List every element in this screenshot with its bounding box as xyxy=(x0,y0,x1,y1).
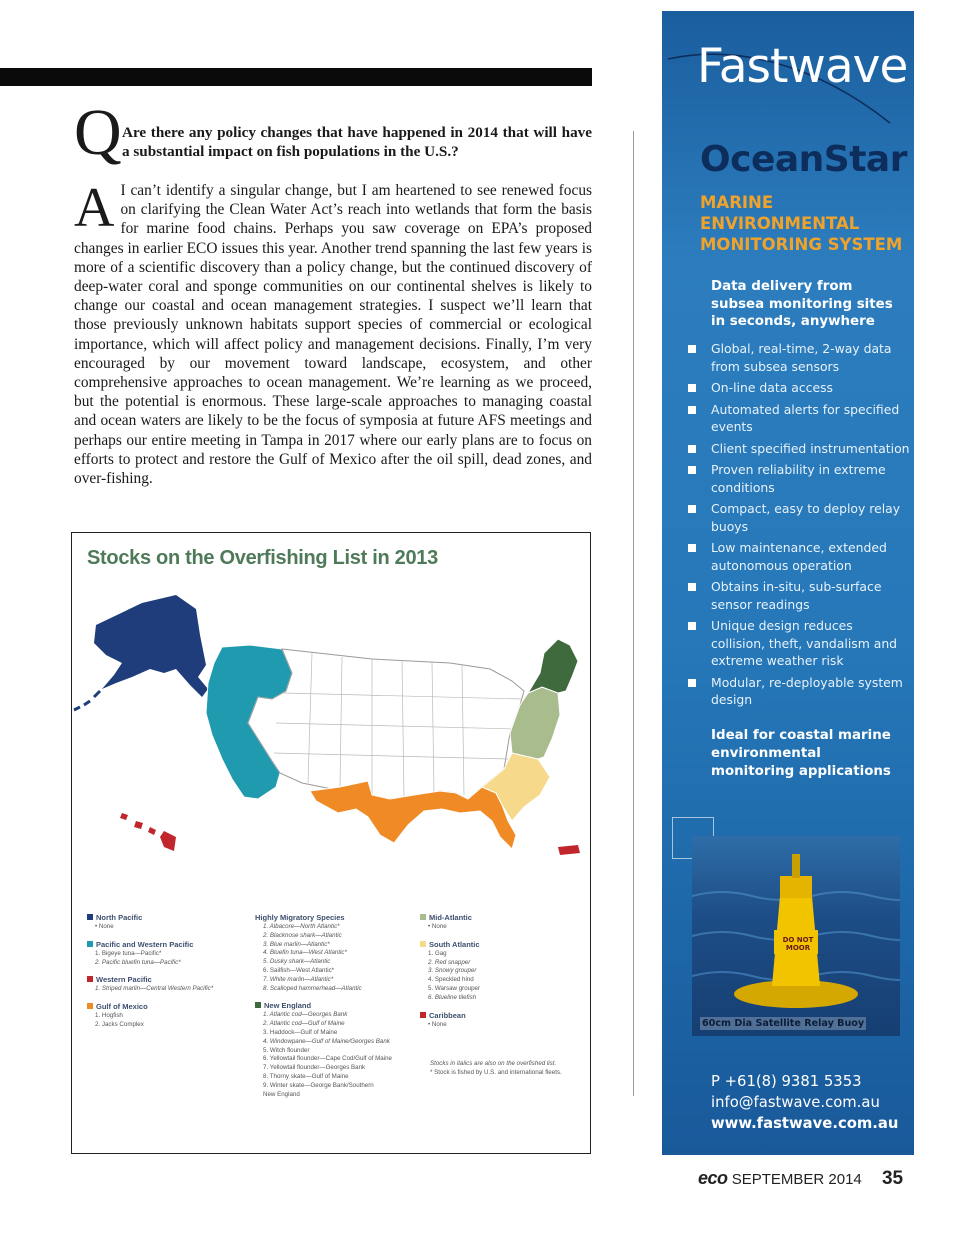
ad-intro: Data delivery from subsea monitoring sites in seconds, anywhere xyxy=(711,279,893,330)
legend-item: 5. Warsaw grouper xyxy=(428,984,481,992)
legend-swatch xyxy=(87,976,93,982)
legend-item: 2. Jacks Complex xyxy=(95,1020,144,1028)
bullet-icon xyxy=(688,345,696,353)
new-england-region xyxy=(528,639,578,693)
legend-item: 2. Pacific bluefin tuna—Pacific* xyxy=(95,958,181,966)
ad-phone: P +61(8) 9381 5353 xyxy=(711,1073,862,1090)
column-divider xyxy=(633,131,634,1096)
legend-group xyxy=(420,1011,585,1030)
legend-heading: Highly Migratory Species xyxy=(255,913,345,922)
question-text: Are there any policy changes that have happened in 2014 that will have a substantial impact on fish populations in the U.S.? xyxy=(122,124,592,160)
caribbean-region xyxy=(558,845,580,855)
ad-email[interactable]: info@fastwave.com.au xyxy=(711,1094,880,1111)
legend-group xyxy=(87,1002,257,1030)
legend-item: 4. Bluefin tuna—West Atlantic* xyxy=(263,949,347,957)
figure-title: Stocks on the Overfishing List in 2013 xyxy=(87,547,438,569)
bullet-icon xyxy=(688,505,696,513)
us-region-map xyxy=(72,573,590,903)
legend-item: 3. Snowy grouper xyxy=(428,967,477,975)
photo-caption: 60cm Dia Satellite Relay Buoy xyxy=(702,1018,865,1029)
aleutian-islands xyxy=(74,691,100,710)
legend-item: 4. Windowpane—Gulf of Maine/Georges Bank xyxy=(263,1037,390,1045)
ad-feature: Automated alerts for specified events xyxy=(688,401,910,436)
legend-swatch xyxy=(87,914,93,920)
legend-item: 8. Scalloped hammerhead—Atlantic xyxy=(263,984,362,992)
legend-item: 1. Albacore—North Atlantic* xyxy=(263,923,340,930)
bullet-icon xyxy=(688,583,696,591)
ad-feature: Obtains in-situ, sub-surface sensor readings xyxy=(688,578,910,613)
alaska-region xyxy=(94,595,208,697)
ad-feature: Compact, easy to deploy relay buoys xyxy=(688,500,910,535)
legend-item: 1. Gag xyxy=(428,949,447,957)
legend-group xyxy=(255,1001,425,1099)
legend-heading: Mid-Atlantic xyxy=(420,913,585,923)
legend-item: 7. Yellowtail flounder—Georges Bank xyxy=(263,1064,366,1072)
page-footer xyxy=(698,1168,903,1190)
legend-heading: North Pacific xyxy=(87,913,257,923)
page-number: 35 xyxy=(881,1168,904,1189)
legend-swatch xyxy=(255,1002,261,1008)
legend-item: • None xyxy=(95,923,114,930)
hawaii-region xyxy=(120,813,176,851)
bullet-icon xyxy=(688,679,696,687)
legend-heading: Caribbean xyxy=(420,1011,585,1021)
ad-feature: Modular, re-deployable system design xyxy=(688,674,910,709)
buoy-photo xyxy=(692,836,900,1036)
legend-heading: South Atlantic xyxy=(420,940,585,950)
legend-item: 3. Blue marlin—Atlantic* xyxy=(263,940,330,948)
ad-website[interactable]: www.fastwave.com.au xyxy=(711,1115,899,1132)
bullet-icon xyxy=(688,445,696,453)
legend-item: 1. Bigeye tuna—Pacific* xyxy=(95,949,162,957)
bullet-icon xyxy=(688,384,696,392)
ad-feature: Proven reliability in extreme conditions xyxy=(688,461,910,496)
legend-note: Stocks in italics are also on the overfished list. xyxy=(430,1060,557,1067)
question-drop-cap: Q xyxy=(74,96,122,169)
bullet-icon xyxy=(688,406,696,414)
ad-tagline: Ideal for coastal marine environmental monitoring applications xyxy=(711,728,891,779)
ad-feature: Client specified instrumentation xyxy=(688,440,910,458)
legend-item: 8. Thorny skate—Gulf of Maine xyxy=(263,1072,349,1080)
legend-swatch xyxy=(87,1003,93,1009)
legend-item: • None xyxy=(428,923,447,930)
legend-heading: Western Pacific xyxy=(87,975,257,985)
legend-swatch xyxy=(420,914,426,920)
legend-item: 4. Speckled hind xyxy=(428,976,474,984)
magazine-name: eco xyxy=(698,1168,728,1188)
legend-item: 2. Blacknose shark—Atlantic xyxy=(263,931,342,939)
legend-group xyxy=(87,940,257,968)
ad-contact xyxy=(711,1071,911,1134)
ad-brand-logo: Fastwave xyxy=(697,39,908,94)
legend-item: 1. Atlantic cod—Georges Bank xyxy=(263,1011,348,1019)
legend-group xyxy=(420,913,585,932)
legend-right xyxy=(420,913,585,1037)
legend-note: * Stock is fished by U.S. and international fleets. xyxy=(430,1068,562,1076)
ad-subtitle: MARINE ENVIRONMENTAL MONITORING SYSTEM xyxy=(700,193,903,254)
ad-feature: On-line data access xyxy=(688,379,910,397)
overfishing-map-figure xyxy=(71,532,591,1154)
legend-group xyxy=(255,913,425,993)
legend-heading: Gulf of Mexico xyxy=(87,1002,257,1012)
answer-text: I can’t identify a singular change, but I am heartened to see renewed focus on clarifying the Clean Water Act’s reach into wetlands that form the basis for marine food chains. Perhaps you saw coverage on EPA’s proposed changes in earlier ECO issues this year. Another trend spanning the last few years is more of a scientific discovery than a policy change, but the continued discovery of deep-water coral and sponge communities on our continental shelves is likely to change our coastal and ocean management strategies. I suspect we’ll learn that those previously unknown habitats support species of commercial or ecological importance, which will affect policy and management decisions. Finally, I’m very encouraged by our movement toward landscape, ecosystem, and other comprehensive approaches to ocean management. We’re learning as we proceed, but the potential is enormous. These large-scale approaches to managing coastal and ocean waters are likely to be the focus of symposia at future AFS meetings and perhaps our entire meeting in Tampa in 2017 where our early plans are to focus on efforts to protect and restore the Gulf of Mexico after the oil spill, dead zones, and over-fishing. xyxy=(74,182,592,488)
issue-date: SEPTEMBER 2014 xyxy=(731,1171,862,1188)
legend-group xyxy=(87,913,257,932)
legend-swatch xyxy=(420,941,426,947)
legend-item: 1. Hogfish xyxy=(95,1012,123,1020)
question-block xyxy=(74,96,592,169)
answer-block xyxy=(74,177,592,488)
buoy-label: DO NOT MOOR xyxy=(782,936,814,952)
fastwave-advertisement xyxy=(662,11,914,1155)
legend-item: New England xyxy=(263,1090,300,1098)
legend-item: 2. Red snapper xyxy=(428,958,471,966)
ad-product-name: OceanStar xyxy=(700,139,907,180)
legend-item: 1. Striped marlin—Central Western Pacific* xyxy=(95,985,214,993)
bullet-icon xyxy=(688,466,696,474)
ad-feature-list xyxy=(688,340,910,713)
legend-swatch xyxy=(87,941,93,947)
legend-item: 6. Sailfish—West Atlantic* xyxy=(263,966,335,974)
legend-item: 6. Yellowtail flounder—Cape Cod/Gulf of Maine xyxy=(263,1055,392,1063)
legend-item: 5. Witch flounder xyxy=(263,1046,310,1054)
legend-item: • None xyxy=(428,1020,447,1028)
bullet-icon xyxy=(688,544,696,552)
legend-group xyxy=(420,940,585,1003)
legend-swatch xyxy=(420,1012,426,1018)
legend-notes xyxy=(430,1060,585,1077)
header-rule xyxy=(0,68,592,86)
legend-heading: New England xyxy=(255,1001,425,1011)
bullet-icon xyxy=(688,622,696,630)
legend-item: 7. White marlin—Atlantic* xyxy=(263,975,334,983)
legend-item: 6. Blueline tilefish xyxy=(428,993,477,1001)
legend-item: 9. Winter skate—George Bank/Southern xyxy=(263,1081,374,1089)
legend-middle xyxy=(255,913,425,1107)
ad-feature: Unique design reduces collision, theft, vandalism and extreme weather risk xyxy=(688,617,910,670)
ad-feature: Global, real-time, 2-way data from subsea sensors xyxy=(688,340,910,375)
legend-left xyxy=(87,913,257,1038)
answer-drop-cap: A xyxy=(74,177,115,239)
legend-item: 2. Atlantic cod—Gulf of Maine xyxy=(263,1020,345,1028)
legend-item: 5. Dusky shark—Atlantic xyxy=(263,958,331,966)
ad-feature: Low maintenance, extended autonomous operation xyxy=(688,539,910,574)
legend-item: 3. Haddock—Gulf of Maine xyxy=(263,1028,338,1036)
legend-group xyxy=(87,975,257,994)
legend-heading: Pacific and Western Pacific xyxy=(87,940,257,950)
